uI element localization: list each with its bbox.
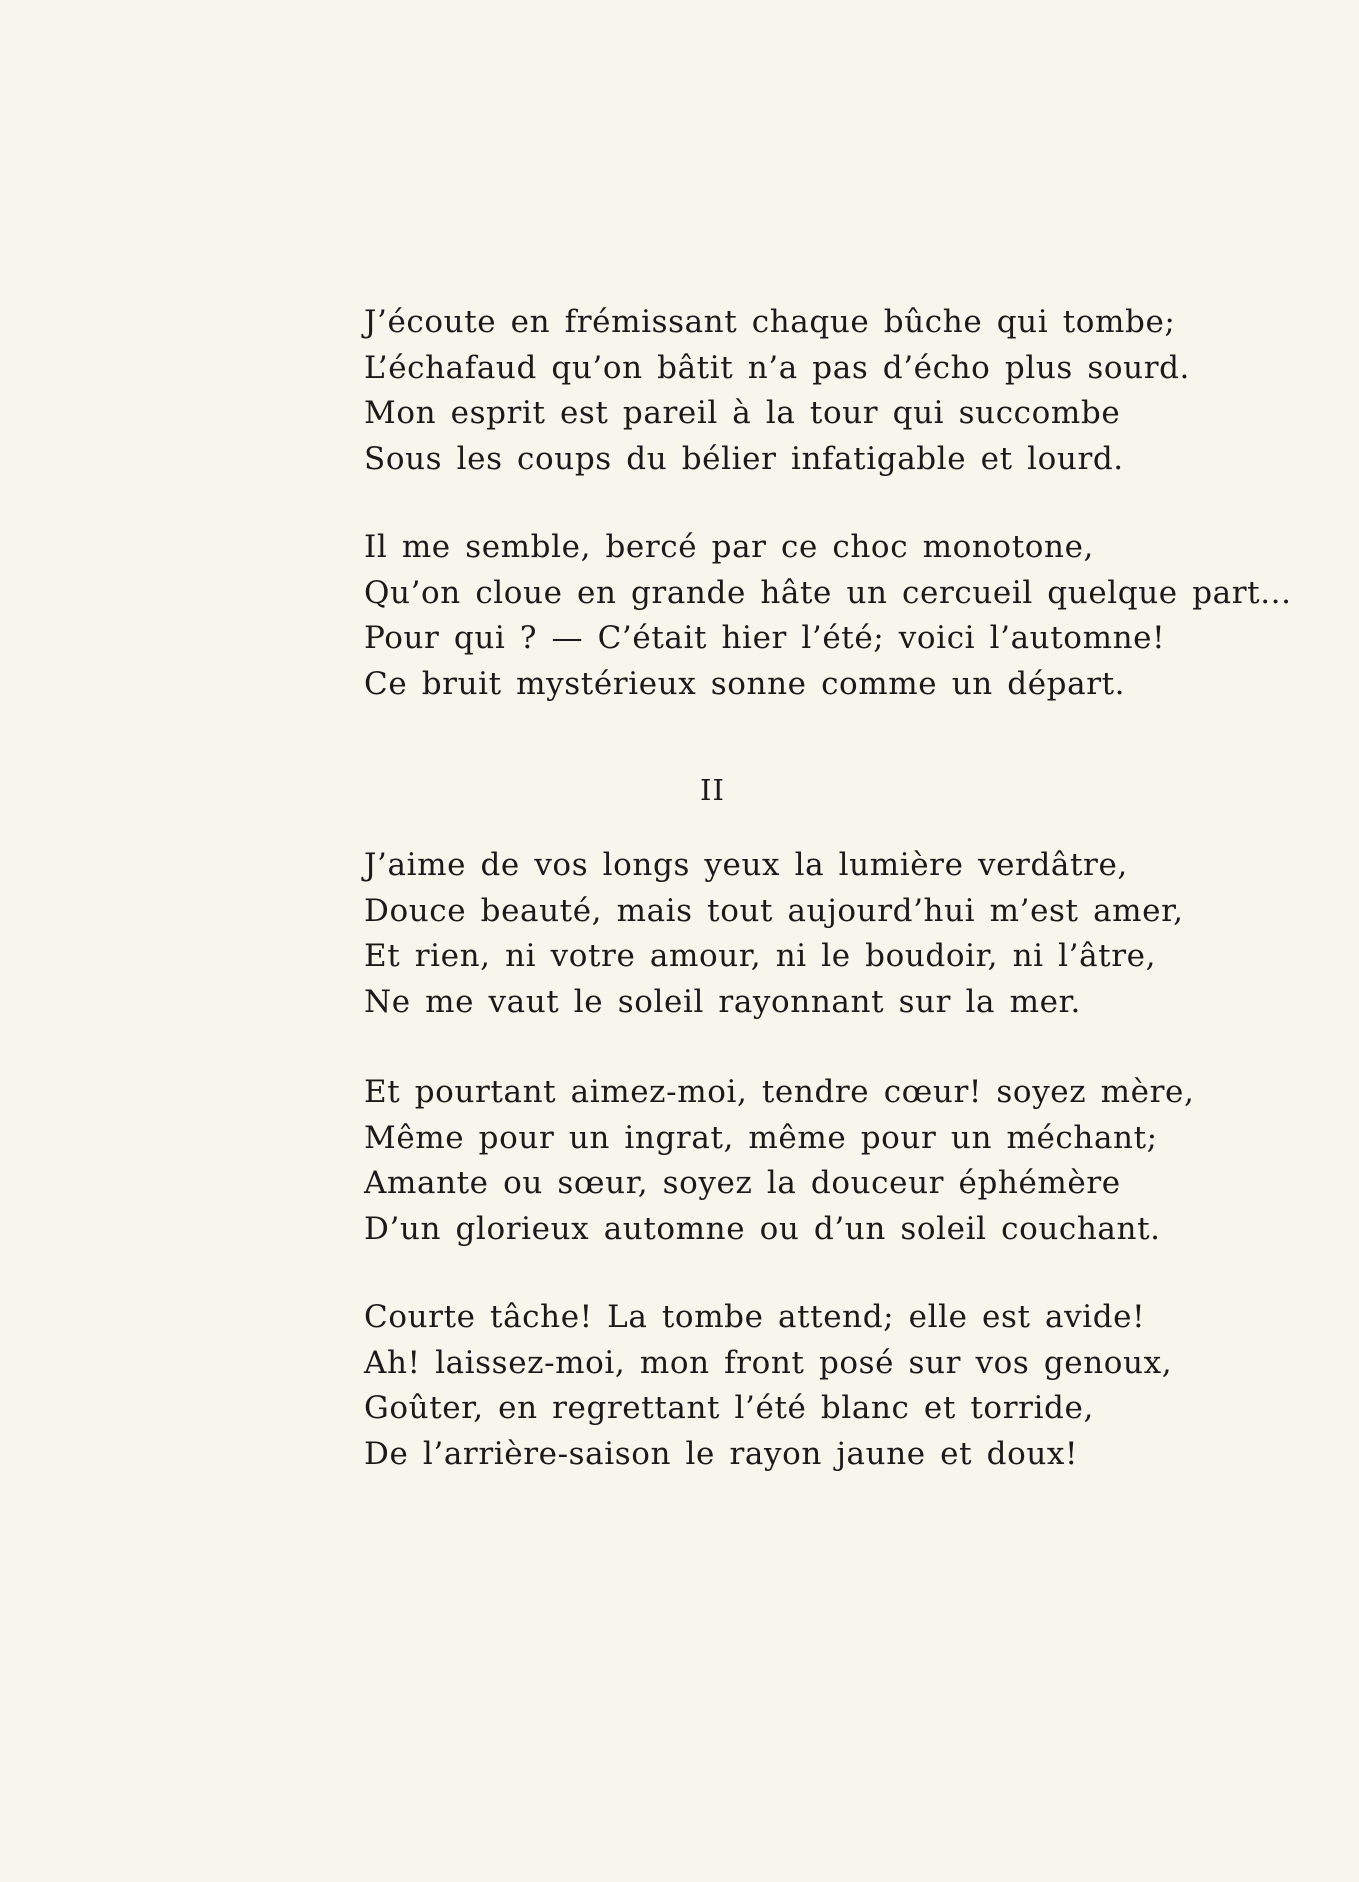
- verse-line: L’échafaud qu’on bâtit n’a pas d’écho plus sourd.: [364, 349, 1191, 386]
- verse-line: Goûter, en regrettant l’été blanc et torride,: [364, 1390, 1094, 1426]
- verse-line: Il me semble, bercé par ce choc monotone,: [364, 529, 1094, 565]
- verse-line: D’un glorieux automne ou d’un soleil couchant.: [364, 1210, 1161, 1247]
- verse-line: J’écoute en frémissant chaque bûche qui tombe;: [364, 304, 1176, 340]
- verse-line: Et rien, ni votre amour, ni le boudoir, ni l’âtre,: [364, 938, 1157, 974]
- verse-line: Qu’on cloue en grande hâte un cercueil quelque part...: [364, 574, 1292, 611]
- stanza-4: [364, 1070, 1264, 1252]
- verse-line: Ne me vaut le soleil rayonnant sur la mer.: [364, 983, 1081, 1020]
- verse-line: Courte tâche! La tombe attend; elle est avide!: [364, 1299, 1146, 1335]
- stanza-5: [364, 1295, 1264, 1477]
- verse-line: Mon esprit est pareil à la tour qui succombe: [364, 395, 1121, 431]
- verse-line: Amante ou sœur, soyez la douceur éphémère: [364, 1165, 1121, 1201]
- section-numeral: II: [700, 773, 725, 807]
- verse-line: Même pour un ingrat, même pour un méchant;: [364, 1119, 1158, 1156]
- verse-line: Pour qui ? — C’était hier l’été; voici l’automne!: [364, 620, 1166, 656]
- stanza-1: [364, 300, 1264, 482]
- verse-line: Ce bruit mystérieux sonne comme un départ.: [364, 665, 1126, 702]
- verse-line: Douce beauté, mais tout aujourd’hui m’est amer,: [364, 892, 1184, 929]
- verse-line: Sous les coups du bélier infatigable et lourd.: [364, 440, 1124, 477]
- verse-line: Ah! laissez-moi, mon front posé sur vos genoux,: [364, 1344, 1173, 1381]
- verse-line: Et pourtant aimez-moi, tendre cœur! soyez mère,: [364, 1074, 1195, 1110]
- verse-line: J’aime de vos longs yeux la lumière verdâtre,: [364, 847, 1128, 883]
- verse-line: De l’arrière-saison le rayon jaune et doux!: [364, 1435, 1079, 1472]
- stanza-2: [364, 525, 1292, 707]
- stanza-3: [364, 843, 1264, 1025]
